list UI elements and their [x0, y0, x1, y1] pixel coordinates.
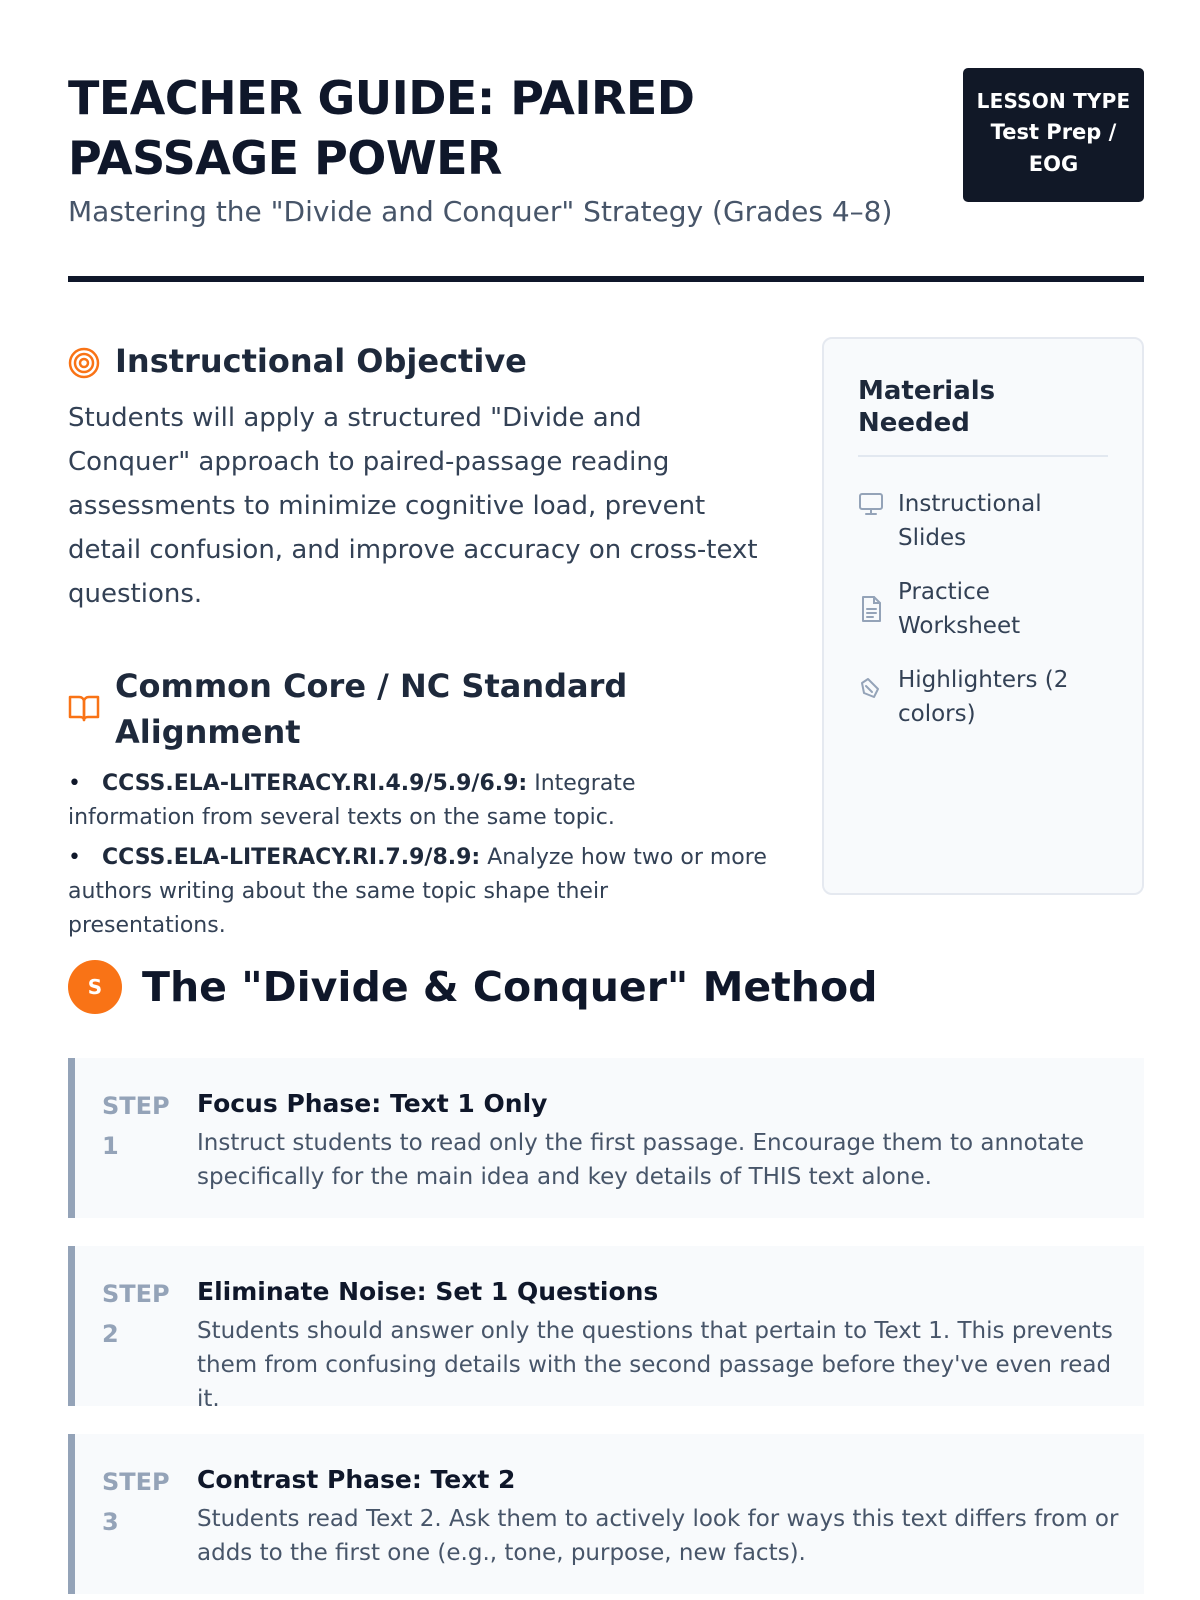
objective-heading-text: Instructional Objective: [115, 342, 527, 380]
step-number: [102, 1462, 172, 1542]
method-heading: [68, 960, 1144, 1014]
monitor-icon: [858, 491, 884, 527]
page-header: [68, 68, 1144, 278]
standard-description: Integrate information from several texts on the same topic.: [68, 771, 636, 830]
material-label: Instructional Slides: [898, 491, 1042, 551]
standards-list: [68, 767, 768, 943]
page-title: TEACHER GUIDE: PAIRED PASSAGE POWER: [68, 71, 695, 185]
step-card-1: [68, 1058, 1144, 1218]
standard-code: CCSS.ELA-LITERACY.RI.7.9/8.9:: [102, 845, 481, 870]
material-item-highlighters: [858, 663, 1108, 731]
bullet: •: [68, 771, 81, 796]
standards-heading: [68, 663, 768, 755]
step-digit: 1: [102, 1132, 119, 1160]
step-digit: 3: [102, 1508, 119, 1536]
step-title: Eliminate Noise: Set 1 Questions: [197, 1277, 659, 1306]
step-description: Students read Text 2. Ask them to actively look for ways this text differs from or adds to the first one (e.g., tone, purpose, new facts).: [197, 1506, 1119, 1566]
bullet: •: [68, 845, 81, 870]
standard-item: [68, 841, 768, 943]
page-subtitle: Mastering the "Divide and Conquer" Strategy (Grades 4–8): [68, 195, 893, 228]
target-icon: [68, 345, 100, 391]
highlighter-icon: [858, 677, 882, 711]
step-card-2: [68, 1246, 1144, 1412]
method-badge: S: [68, 960, 122, 1014]
method-title: The "Divide & Conquer" Method: [142, 963, 878, 1011]
lesson-type-badge: [963, 68, 1144, 202]
materials-heading: Materials Needed: [858, 375, 1108, 457]
material-item-slides: [858, 487, 1108, 555]
standard-item: [68, 767, 768, 835]
document-icon: [858, 595, 884, 633]
material-item-worksheet: [858, 575, 1108, 643]
objective-text: Students will apply a structured "Divide and Conquer" approach to paired-passage reading assessments to minimize cognitive load, prevent detail confusion, and improve accuracy on cross-text questions.: [68, 403, 758, 609]
step-word: STEP: [102, 1468, 170, 1496]
teacher-guide-page: [68, 0, 1144, 1600]
objective-heading: [68, 338, 768, 384]
step-word: STEP: [102, 1092, 170, 1120]
step-title: Focus Phase: Text 1 Only: [197, 1089, 548, 1118]
header-divider: [68, 276, 1144, 282]
step-title: Contrast Phase: Text 2: [197, 1465, 516, 1494]
step-number: [102, 1086, 172, 1166]
step-digit: 2: [102, 1320, 119, 1348]
material-label: Highlighters (2 colors): [898, 667, 1069, 727]
materials-card: [822, 337, 1144, 895]
step-card-3: [68, 1434, 1144, 1594]
step-description: Instruct students to read only the first passage. Encourage them to annotate specifically for the main idea and key details of THIS text alone.: [197, 1130, 1084, 1190]
standards-heading-text: Common Core / NC Standard Alignment: [115, 667, 628, 751]
standard-code: CCSS.ELA-LITERACY.RI.4.9/5.9/6.9:: [102, 771, 528, 796]
book-open-icon: [68, 689, 100, 735]
step-word: STEP: [102, 1280, 170, 1308]
step-description: Students should answer only the questions that pertain to Text 1. This prevents them from confusing details with the second passage before they've even read it.: [197, 1318, 1113, 1412]
main-column: [68, 338, 768, 949]
material-label: Practice Worksheet: [898, 579, 1021, 639]
standard-description: Analyze how two or more authors writing about the same topic shape their presentations.: [68, 845, 767, 938]
lesson-type-label: LESSON TYPE: [976, 89, 1131, 113]
lesson-type-value: Test Prep / EOG: [990, 120, 1117, 176]
materials-list: [858, 487, 1108, 731]
step-number: [102, 1274, 172, 1354]
